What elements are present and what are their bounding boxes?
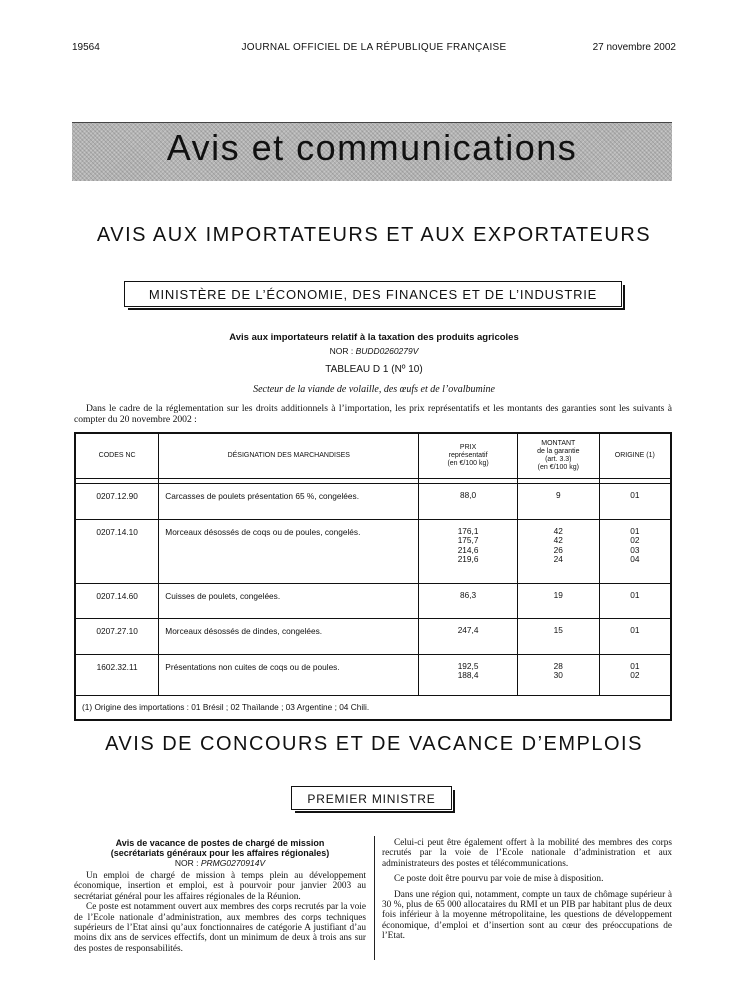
header-montant-line: (en €/100 kg) — [537, 464, 579, 471]
section-title-importers: AVIS AUX IMPORTATEURS ET AUX EXPORTATEURS — [96, 224, 652, 246]
left-text — [74, 871, 366, 954]
cell-designation: Carcasses de poulets présentation 65 %, congelées. — [159, 484, 419, 515]
cell-prix-value: 214,6 — [457, 544, 479, 555]
cell-prix-value: 175,7 — [457, 535, 479, 545]
paragraph: Celui-ci peut être également offert à la mobilité des membres des corps recrutés par la voie de l’Ecole nationale d’administration et aux administrateurs des postes et télécommunications. — [382, 838, 672, 869]
nor-code: PRMG0270914V — [200, 858, 266, 868]
header-montant-line: de la garantie — [537, 448, 580, 455]
paragraph: Ce poste est notamment ouvert aux membres des corps recrutés par la voie de l’Ecole nationale d’administration, aux membres des corps techniques supérieurs de l’Etat ainsi qu’aux fonctionnaires de catégorie A justifiant d’au moins dix ans de services effectifs, dont un minimum de deux à trois ans sur des postes de responsabilités. — [74, 902, 366, 954]
cell-designation: Morceaux désossés de coqs ou de poules, congelés. — [159, 519, 419, 579]
cell-montant — [517, 519, 599, 579]
cell-designation: Cuisses de poulets, congelées. — [159, 583, 419, 614]
cell-prix — [419, 654, 518, 695]
journal-title: JOURNAL OFFICIEL DE LA RÉPUBLIQUE FRANÇAISE — [241, 42, 507, 53]
cell-origine — [599, 583, 671, 614]
table-footnote: (1) Origine des importations : 01 Brésil ; 02 Thaïlande ; 03 Argentine ; 04 Chili. — [75, 695, 671, 720]
paragraph: Ce poste doit être pourvu par voie de mise à disposition. — [394, 874, 604, 885]
cell-origine-value: 01 — [630, 660, 640, 671]
cell-prix-value: 176,1 — [457, 525, 479, 536]
header-codes: CODES NC — [75, 433, 159, 479]
cell-montant-value: 28 — [553, 660, 563, 671]
cell-code: 0207.27.10 — [75, 619, 159, 650]
left-column — [74, 838, 366, 954]
table-row — [75, 619, 671, 650]
header-montant — [517, 433, 599, 479]
notice-title: Avis aux importateurs relatif à la taxation des produits agricoles — [229, 332, 519, 343]
cell-origine-value: 04 — [630, 554, 640, 564]
cell-origine-value: 01 — [630, 589, 640, 600]
cell-prix — [419, 619, 518, 650]
cell-montant — [517, 484, 599, 515]
cell-origine-value: 01 — [630, 525, 640, 536]
cell-montant — [517, 619, 599, 650]
cell-prix-value: 247,4 — [457, 625, 479, 635]
cell-origine-value: 02 — [630, 535, 640, 545]
paragraph: Un emploi de chargé de mission à temps plein au développement économique, insertion et emploi, est à pourvoir pour janvier 2003 au secrétariat général pour les affaires régionales de la Réunion. — [74, 871, 366, 902]
paragraph: Dans une région qui, notamment, compte un taux de chômage supérieur à 30 %, plus de 65 000 allocataires du RMI et un PIB par habitant plus de deux fois inférieur à la moyenne métropolitaine, les questions de développement économique, d’emploi et d’insertion sont au cœur des préoccupations de l’Etat. — [382, 889, 672, 942]
section-banner — [72, 122, 672, 181]
ministry-name: PREMIER MINISTRE — [307, 792, 436, 806]
cell-origine-value: 01 — [630, 490, 640, 500]
running-header — [0, 42, 748, 56]
table-row — [75, 583, 671, 614]
cell-origine — [599, 484, 671, 515]
cell-prix — [419, 519, 518, 579]
issue-date: 27 novembre 2002 — [592, 42, 676, 53]
cell-prix-value: 188,4 — [457, 670, 479, 680]
sector-subtitle: Secteur de la viande de volaille, des œufs et de l’ovalbumine — [253, 384, 495, 395]
cell-code: 0207.14.60 — [75, 583, 159, 614]
cell-prix-value: 86,3 — [460, 589, 477, 600]
cell-montant — [517, 654, 599, 695]
cell-code: 0207.14.10 — [75, 519, 159, 579]
ministry-box-economy — [124, 281, 622, 307]
right-column — [382, 838, 672, 942]
cell-designation: Morceaux désossés de dindes, congelées. — [159, 619, 419, 650]
table-row — [75, 519, 671, 579]
cell-montant-value: 15 — [553, 625, 563, 635]
header-prix — [419, 433, 518, 479]
nor-label: NOR : — [329, 346, 354, 356]
table-row — [75, 654, 671, 695]
table-footnote-row — [75, 695, 671, 720]
table-header-row — [75, 433, 671, 479]
column-divider — [374, 836, 375, 960]
cell-montant-value: 9 — [555, 490, 561, 500]
cell-prix-value: 219,6 — [457, 554, 479, 564]
cell-prix-value: 192,5 — [457, 660, 479, 671]
cell-code: 0207.12.90 — [75, 484, 159, 515]
cell-origine — [599, 519, 671, 579]
prices-table — [74, 432, 672, 721]
cell-origine-value: 03 — [630, 544, 640, 555]
header-montant-line: MONTANT — [541, 440, 576, 447]
header-prix-line: (en €/100 kg) — [447, 460, 489, 467]
nor-label: NOR : — [174, 858, 199, 868]
cell-montant-value: 30 — [553, 670, 563, 680]
cell-montant — [517, 583, 599, 614]
header-designation: DÉSIGNATION DES MARCHANDISES — [159, 433, 419, 479]
header-prix-line: représentatif — [448, 452, 488, 459]
cell-origine — [599, 619, 671, 650]
header-montant-line: (art. 3.3) — [545, 456, 572, 463]
table-row — [75, 484, 671, 515]
header-origine: ORIGINE (1) — [599, 433, 671, 479]
intro-paragraph: Dans le cadre de la réglementation sur les droits additionnels à l’importation, les prix représentatifs et les montants des garanties sont les suivants à compter du 20 novembre 2002 : — [74, 403, 672, 425]
nor-code: BUDD0260279V — [355, 346, 419, 356]
cell-montant-value: 24 — [553, 554, 563, 564]
cell-prix — [419, 583, 518, 614]
vacancy-title-2: (secrétariats généraux pour les affaires régionales) — [110, 848, 330, 858]
vacancy-title-1: Avis de vacance de postes de chargé de mission — [115, 838, 325, 848]
section-title-vacancies: AVIS DE CONCOURS ET DE VACANCE D’EMPLOIS — [105, 733, 643, 755]
vacancy-nor — [74, 858, 366, 868]
banner-title: Avis et communications — [166, 127, 578, 168]
cell-origine-value: 02 — [630, 670, 640, 680]
table-title: TABLEAU D 1 (Nº 10) — [325, 364, 423, 375]
cell-prix — [419, 484, 518, 515]
ministry-box-prime — [291, 786, 452, 810]
ministry-name: MINISTÈRE DE L’ÉCONOMIE, DES FINANCES ET DE L’INDUSTRIE — [148, 287, 598, 302]
header-prix-line: PRIX — [459, 444, 477, 451]
cell-code: 1602.32.11 — [75, 654, 159, 695]
nor-reference — [0, 346, 748, 356]
cell-origine — [599, 654, 671, 695]
table-body — [75, 479, 671, 696]
cell-montant-value: 26 — [553, 544, 563, 555]
cell-montant-value: 42 — [553, 535, 563, 545]
cell-designation: Présentations non cuites de coqs ou de poules. — [159, 654, 419, 695]
cell-montant-value: 19 — [553, 589, 563, 600]
cell-origine-value: 01 — [630, 625, 640, 635]
cell-prix-value: 88,0 — [460, 490, 477, 500]
cell-montant-value: 42 — [553, 525, 563, 536]
page-number: 19564 — [72, 42, 100, 53]
